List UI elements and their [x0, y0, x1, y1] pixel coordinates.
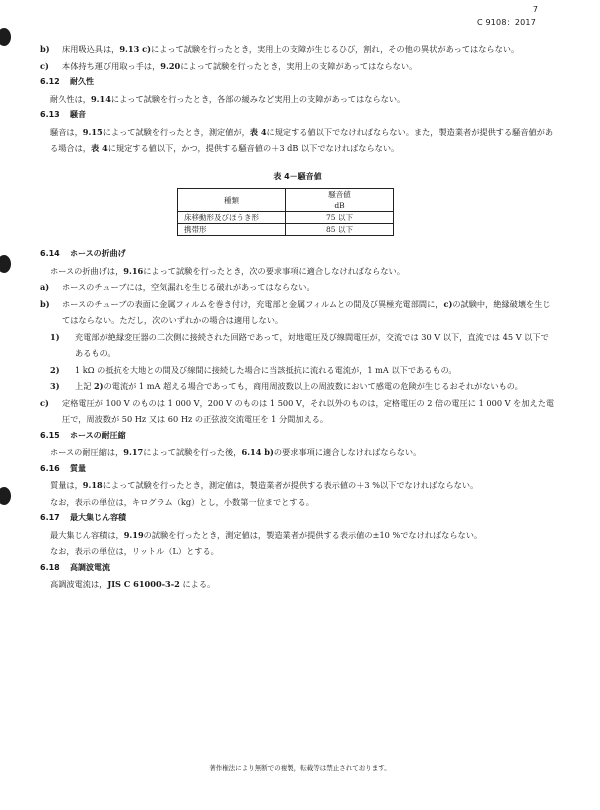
sub-item-2	[40, 362, 555, 379]
sub-item-3	[40, 378, 555, 395]
clause-ref: 6.14 b)	[241, 447, 274, 457]
section-heading	[40, 246, 555, 263]
table-cell: 85 以下	[286, 224, 394, 236]
clause-ref: 2)	[93, 381, 104, 391]
clause-ref: 9.18	[82, 480, 103, 490]
section-number: 6.12	[40, 77, 60, 86]
text: によって試験を行ったとき，測定値が，	[102, 126, 250, 137]
paragraph	[40, 444, 555, 461]
text: によって試験を行ったとき，次の要求事項に適合しなければならない。	[143, 265, 405, 276]
table-header-row	[178, 189, 394, 212]
item-text: の試験中，絶縁破壊を生じてはならない。ただし，次のいずれかの場合は適用しない。	[62, 298, 551, 325]
table-ref: 表 4	[90, 143, 108, 153]
section-heading	[40, 428, 555, 445]
spacer	[40, 236, 555, 246]
clause-ref: c)	[443, 298, 453, 309]
item-text: 上記	[75, 381, 94, 391]
table-cell: 75 以下	[286, 212, 394, 224]
item-text: ホースのチューブには，空気漏れを生じる破れがあってはならない。	[62, 282, 315, 292]
text: によって試験を行ったとき，測定値は，製造業者が提供する表示値の＋3 %以下でなければならない。	[102, 480, 479, 490]
item-text: 充電部が絶縁変圧器の二次側に接続された回路であって，対地電圧及び線間電圧が，交流では 30 V 以下，直流では 45 V 以下であるもの。	[75, 331, 549, 358]
section-number: 6.15	[40, 430, 60, 440]
table-row	[178, 224, 394, 236]
standard-number: C 9108：2017	[476, 18, 536, 27]
noise-table	[177, 188, 394, 236]
list-item-a	[40, 279, 555, 296]
clause-ref: 9.14	[90, 93, 111, 104]
table-cell: 床移動形及びほうき形	[178, 212, 286, 224]
text: 最大集じん容積は，	[50, 529, 124, 540]
copyright-footer: 著作権法により無断での複製，転載等は禁止されております。	[209, 764, 391, 772]
section-heading	[40, 74, 555, 91]
section-number: 6.18	[40, 562, 60, 572]
section-title: 耐久性	[70, 77, 94, 86]
header-line: 騒音値	[328, 190, 351, 199]
section-title: 最大集じん容積	[70, 513, 126, 522]
text: 高調波電流は，	[50, 579, 108, 589]
item-text: 床用吸込具は，	[62, 44, 120, 54]
paragraph	[40, 527, 555, 544]
clause-ref: 9.19	[123, 529, 144, 540]
standard-ref: JIS C 61000-3-2	[107, 579, 180, 589]
item-text: 定格電圧が 100 V のものは 1 000 V，200 V のものは 1 500 V，それ以外のものは，定格電圧の 2 倍の電圧に 1 000 V を加えた電圧で，周波数が 50 Hz 又は 60 Hz の正弦波交流電圧を 1 分間加える。	[62, 397, 555, 424]
table-caption: 表 4－騒音値	[273, 171, 322, 181]
text: 騒音は，	[50, 126, 83, 137]
text: の要求事項に適合しなければならない。	[273, 447, 422, 457]
paragraph	[40, 576, 555, 593]
item-text: 1 kΩ の抵抗を大地との間及び線間に接続した場合に当該抵抗に流れる電流が，1 mA 以下であるもの。	[75, 364, 457, 375]
section-heading	[40, 560, 555, 577]
clause-ref: 9.17	[123, 447, 144, 457]
text: に規定する値以下でなければならない。また，製造業者が提供する騒音値がある場合は，	[50, 126, 554, 153]
section-number: 6.17	[40, 513, 60, 522]
table-cell: 携帯形	[178, 224, 286, 236]
text: の試験を行ったとき，測定値は，製造業者が提供する表示値の±10 %でなければならない。	[143, 529, 483, 540]
section-heading	[40, 510, 555, 527]
section-number: 6.16	[40, 463, 60, 473]
note-paragraph: なお，表示の単位は，キログラム（kg）とし，小数第一位までとする。	[50, 496, 314, 507]
item-text: 本体持ち運び用取っ手は，	[62, 60, 161, 71]
sub-item-1	[40, 329, 555, 362]
text: に規定する値以下，かつ，提供する騒音値の＋3 dB 以下でなければならない。	[107, 143, 400, 153]
text: によって試験を行った後，	[143, 447, 242, 457]
clause-ref: 9.15	[82, 126, 103, 137]
item-text: によって試験を行ったとき，実用上の支障が生じるひび，割れ，その他の異状があってはならない。	[150, 44, 520, 54]
column-header: 種類	[178, 189, 286, 212]
item-mark: 1)	[50, 331, 60, 342]
section-heading	[40, 107, 555, 124]
text: 耐久性は，	[50, 93, 91, 104]
item-text: によって試験を行ったとき，実用上の支障があってはならない。	[180, 60, 418, 71]
section-title: 騒音	[70, 110, 86, 119]
paragraph	[40, 124, 555, 157]
text: によって試験を行ったとき，各部の緩みなど実用上の支障があってはならない。	[110, 93, 406, 104]
item-mark: c)	[40, 60, 49, 71]
section-title: 高調波電流	[70, 562, 110, 572]
item-mark: c)	[40, 397, 49, 408]
paragraph	[40, 477, 555, 494]
clause-ref: 9.20	[160, 60, 181, 71]
item-text: の電流が 1 mA 超える場合であっても，商用周波数以上の周波数において感電の危険が生じるおそれがないもの。	[103, 381, 523, 391]
item-mark: 3)	[50, 381, 60, 391]
list-item-c	[40, 58, 555, 75]
clause-ref: 9.16	[123, 265, 144, 276]
clause-ref: 9.13 c)	[119, 44, 151, 54]
section-title: ホースの折曲げ	[70, 249, 126, 258]
note-paragraph: なお，表示の単位は，リットル（L）とする。	[50, 546, 219, 556]
paragraph	[40, 91, 555, 108]
section-title: 質量	[70, 463, 86, 473]
section-number: 6.14	[40, 249, 60, 258]
body-text	[40, 41, 555, 593]
list-item-b	[40, 296, 555, 329]
section-title: ホースの耐圧縮	[70, 430, 126, 440]
binder-hole	[0, 487, 11, 505]
binder-hole	[0, 255, 11, 273]
binder-hole	[0, 28, 11, 46]
table-row	[178, 212, 394, 224]
column-header	[286, 189, 394, 212]
text: による。	[179, 579, 216, 589]
table-ref: 表 4	[249, 126, 267, 137]
paragraph	[40, 263, 555, 280]
list-item-c	[40, 395, 555, 428]
item-mark: b)	[40, 298, 50, 309]
text: ホースの耐圧縮は，	[50, 447, 124, 457]
header-unit: dB	[334, 201, 345, 210]
text: ホースの折曲げは，	[50, 265, 124, 276]
page-number: 7	[532, 5, 538, 14]
section-number: 6.13	[40, 110, 60, 119]
list-item-b	[40, 41, 555, 58]
item-mark: a)	[40, 282, 50, 292]
item-text: ホースのチューブの表面に金属フィルムを巻き付け，充電部と金属フィルムとの間及び異極充電部間に，	[62, 298, 444, 309]
item-mark: b)	[40, 44, 50, 54]
section-heading	[40, 461, 555, 478]
text: 質量は，	[50, 480, 83, 490]
item-mark: 2)	[50, 364, 60, 375]
